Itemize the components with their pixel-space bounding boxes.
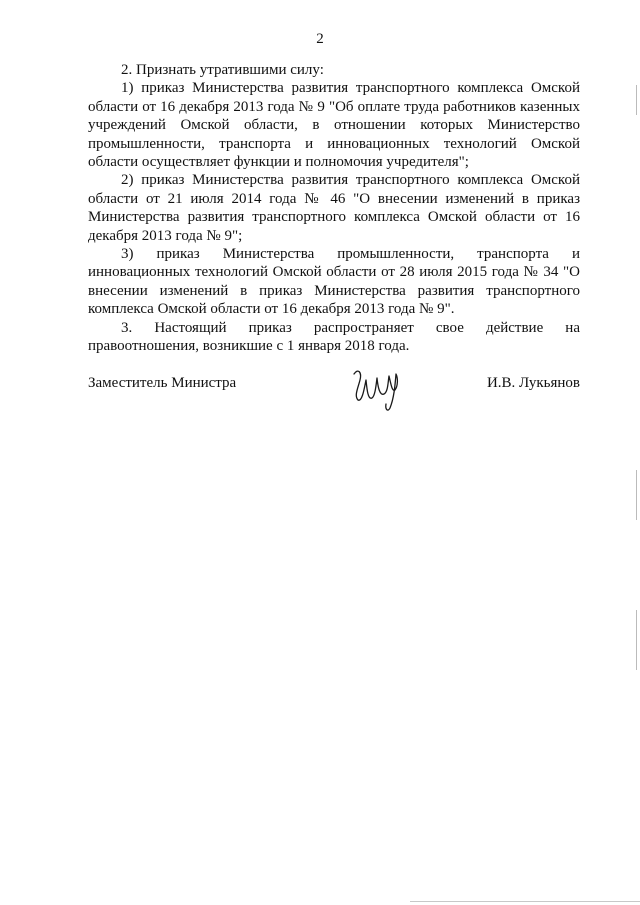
paragraph-item-2: 2) приказ Министерства развития транспортного комплекса Омской области от 21 июля 2014 года № 46 "О внесении изменений в приказ Министерства развития транспортного комплекса Омской области от 16 декабря 2013 года № 9";	[88, 172, 580, 244]
signatory-name: И.В. Лукьянов	[486, 375, 580, 391]
paragraph-effective-date: 3. Настоящий приказ распространяет свое действие на правоотношения, возникшие с 1 января 2018 года.	[88, 319, 580, 355]
handwritten-signature	[348, 366, 408, 414]
signatory-title: Заместитель Министра	[88, 375, 237, 391]
scan-bottom-edge	[410, 901, 640, 902]
document-body	[88, 61, 580, 356]
paragraph-item-1: 1) приказ Министерства развития транспортного комплекса Омской области от 16 декабря 2013 года № 9 "Об оплате труда работников казенных учреждений Омской области, в отношении которых Министерство промышленности, транспорта и инновационных технологий Омской области осуществляет функции и полномочия учредителя";	[88, 80, 580, 171]
paragraph-item-3: 3) приказ Министерства промышленности, транспорта и инновационных технологий Омской области от 28 июля 2015 года № 34 "О внесении изменений в приказ Министерства развития транспортного комплекса Омской области от 16 декабря 2013 года № 9".	[88, 246, 580, 318]
signature-block	[88, 372, 580, 422]
scan-edge-mark	[636, 470, 637, 520]
paragraph-revoke-heading: 2. Признать утратившими силу:	[121, 62, 324, 78]
page-number: 2	[316, 31, 324, 47]
scan-edge-mark	[636, 610, 637, 670]
scan-edge-mark	[636, 85, 637, 115]
